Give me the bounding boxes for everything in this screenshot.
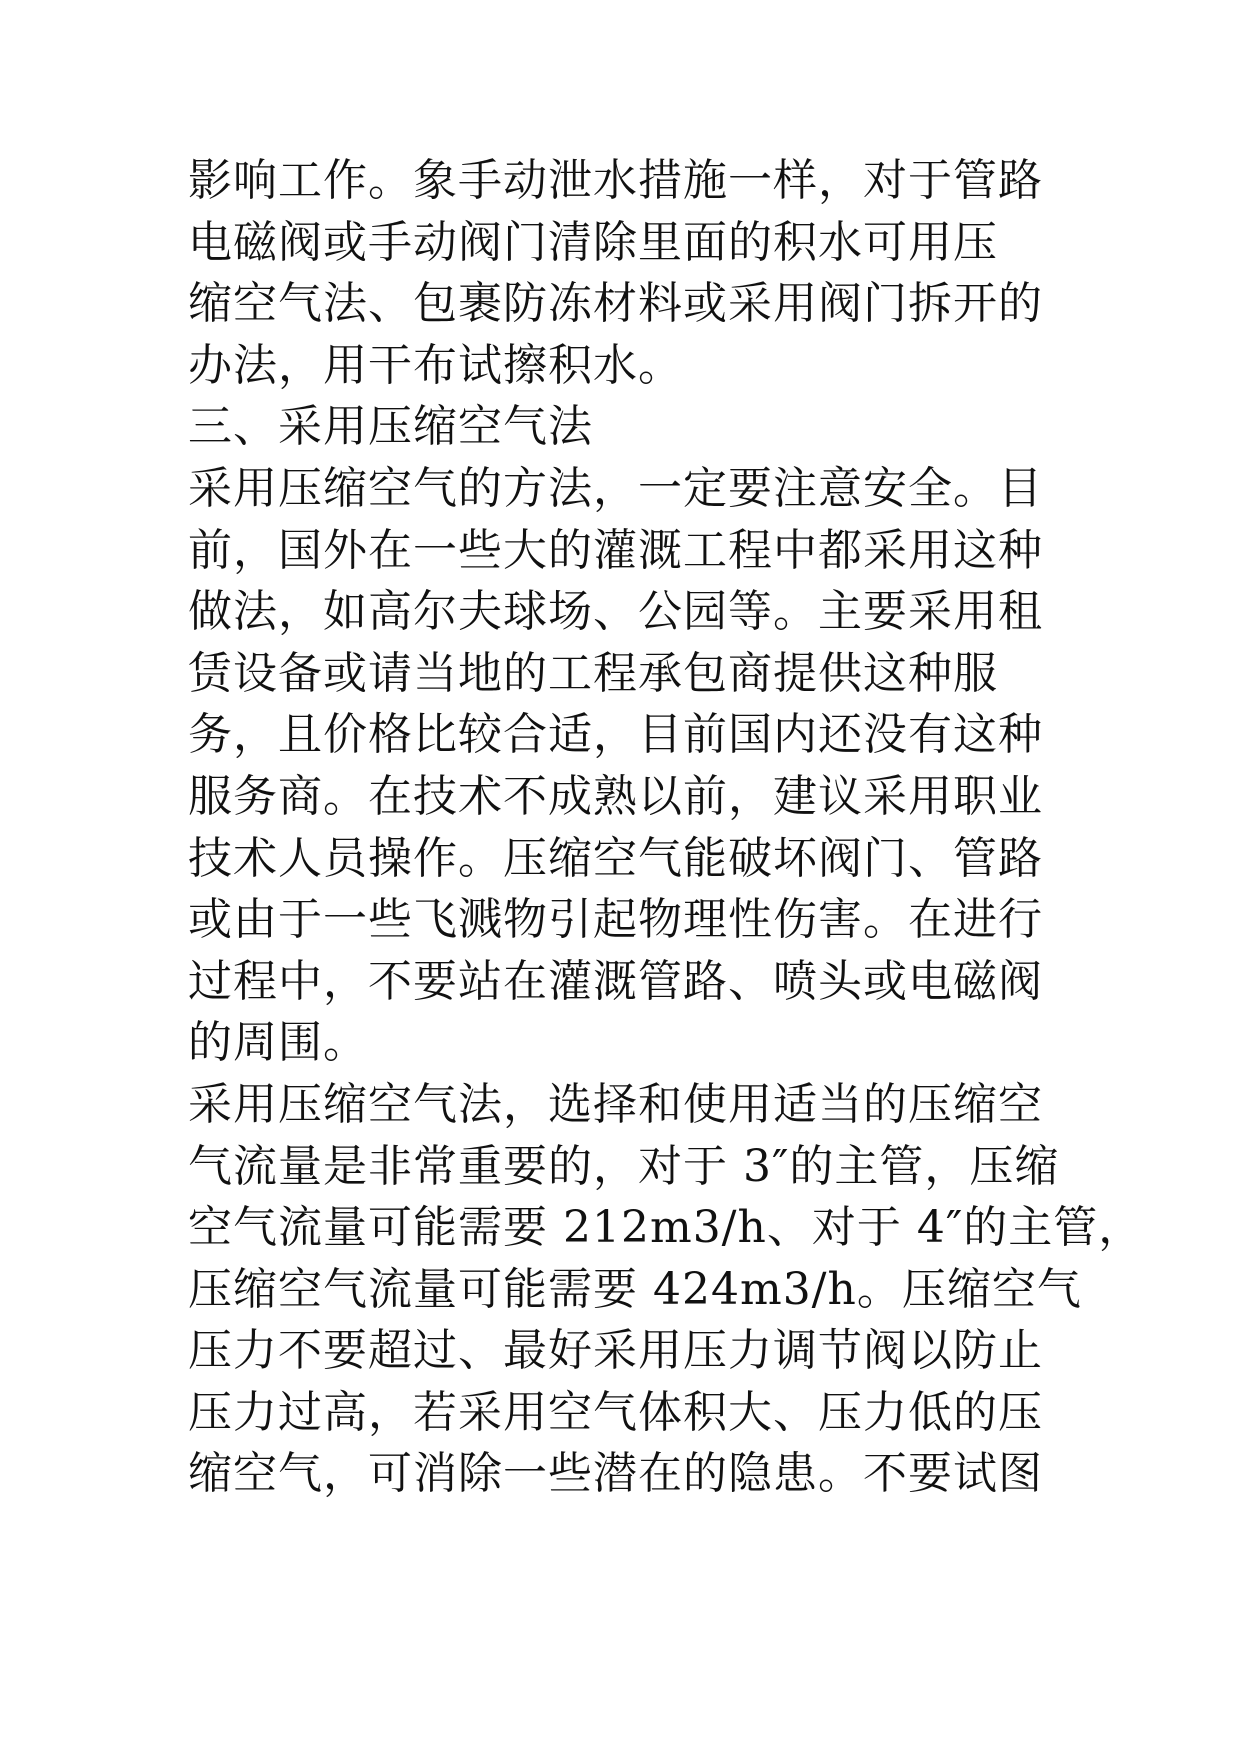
text-line: 务，且价格比较合适，目前国内还没有这种 — [188, 709, 1043, 761]
text-line: 服务商。在技术不成熟以前，建议采用职业 — [188, 770, 1043, 822]
text-line: 压缩空气流量可能需要 424m3/h。压缩空气 — [188, 1263, 1082, 1315]
text-line: 前，国外在一些大的灌溉工程中都采用这种 — [188, 524, 1043, 576]
text-line: 电磁阀或手动阀门清除里面的积水可用压 — [188, 216, 998, 268]
text-line: 影响工作。象手动泄水措施一样，对于管路 — [188, 155, 1043, 206]
text-line: 技术人员操作。压缩空气能破坏阀门、管路 — [188, 832, 1043, 884]
text-line: 空气流量可能需要 212m3/h、对于 4″的主管， — [188, 1202, 1144, 1254]
text-line: 气流量是非常重要的，对于 3″的主管，压缩 — [188, 1140, 1060, 1192]
text-line: 采用压缩空气法，选择和使用适当的压缩空 — [188, 1078, 1043, 1130]
text-line: 过程中，不要站在灌溉管路、喷头或电磁阀 — [188, 955, 1043, 1007]
text-line: 的周围。 — [188, 1017, 368, 1069]
body-text — [188, 150, 1144, 1505]
text-line: 或由于一些飞溅物引起物理性伤害。在进行 — [188, 894, 1043, 946]
text-line: 办法，用干布试擦积水。 — [188, 339, 683, 391]
text-line: 缩空气法、包裹防冻材料或采用阀门拆开的 — [188, 278, 1043, 330]
text-line: 压力过高，若采用空气体积大、压力低的压 — [188, 1386, 1043, 1438]
section-heading: 三、采用压缩空气法 — [188, 401, 593, 453]
text-line: 压力不要超过、最好采用压力调节阀以防止 — [188, 1325, 1043, 1377]
text-line: 缩空气，可消除一些潜在的隐患。不要试图 — [188, 1448, 1043, 1500]
text-line: 采用压缩空气的方法，一定要注意安全。目 — [188, 462, 1043, 514]
text-line: 赁设备或请当地的工程承包商提供这种服 — [188, 647, 998, 699]
text-line: 做法，如高尔夫球场、公园等。主要采用租 — [188, 586, 1043, 638]
